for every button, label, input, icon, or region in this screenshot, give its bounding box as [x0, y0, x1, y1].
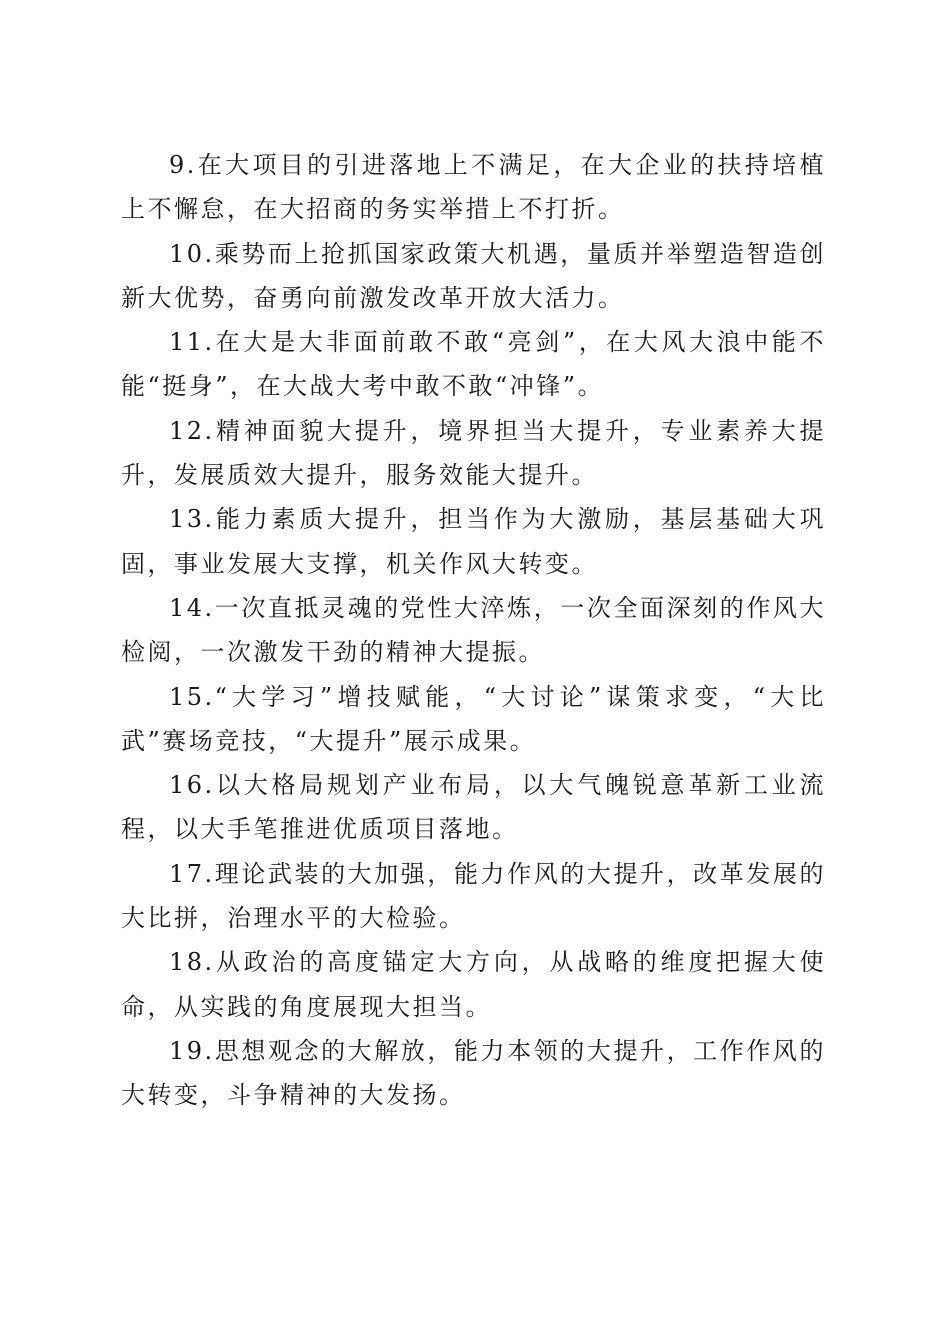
paragraph-10: 10.乘势而上抢抓国家政策大机遇，量质并举塑造智造创新大优势，奋勇向前激发改革开放大活力。: [121, 239, 826, 312]
paragraph-13: 13.能力素质大提升，担当作为大激励，基层基础大巩固，事业发展大支撑，机关作风大转变。: [121, 505, 826, 578]
paragraph-18: 18.从政治的高度锚定大方向，从战略的维度把握大使命，从实践的角度展现大担当。: [121, 948, 826, 1021]
paragraph-11: 11.在大是大非面前敢不敢“亮剑”，在大风大浪中能不能“挺身”，在大战大考中敢不敢“冲锋”。: [121, 328, 826, 401]
paragraph-19: 19.思想观念的大解放，能力本领的大提升，工作作风的大转变，斗争精神的大发扬。: [121, 1036, 826, 1110]
document-body: [121, 143, 826, 1118]
paragraph-16: 16.以大格局规划产业布局，以大气魄锐意革新工业流程，以大手笔推进优质项目落地。: [121, 771, 826, 844]
paragraph-12: 12.精神面貌大提升，境界担当大提升，专业素养大提升，发展质效大提升，服务效能大提升。: [121, 416, 826, 490]
paragraph-15: 15.“大学习”增技赋能，“大讨论”谋策求变，“大比武”赛场竞技，“大提升”展示成果。: [121, 682, 826, 755]
paragraph-17: 17.理论武装的大加强，能力作风的大提升，改革发展的大比拼，治理水平的大检验。: [121, 859, 826, 933]
paragraph-14: 14.一次直抵灵魂的党性大淬炼，一次全面深刻的作风大检阅，一次激发干劲的精神大提振。: [121, 593, 826, 667]
paragraph-9: 9.在大项目的引进落地上不满足，在大企业的扶持培植上不懈怠，在大招商的务实举措上不打折。: [121, 151, 826, 224]
